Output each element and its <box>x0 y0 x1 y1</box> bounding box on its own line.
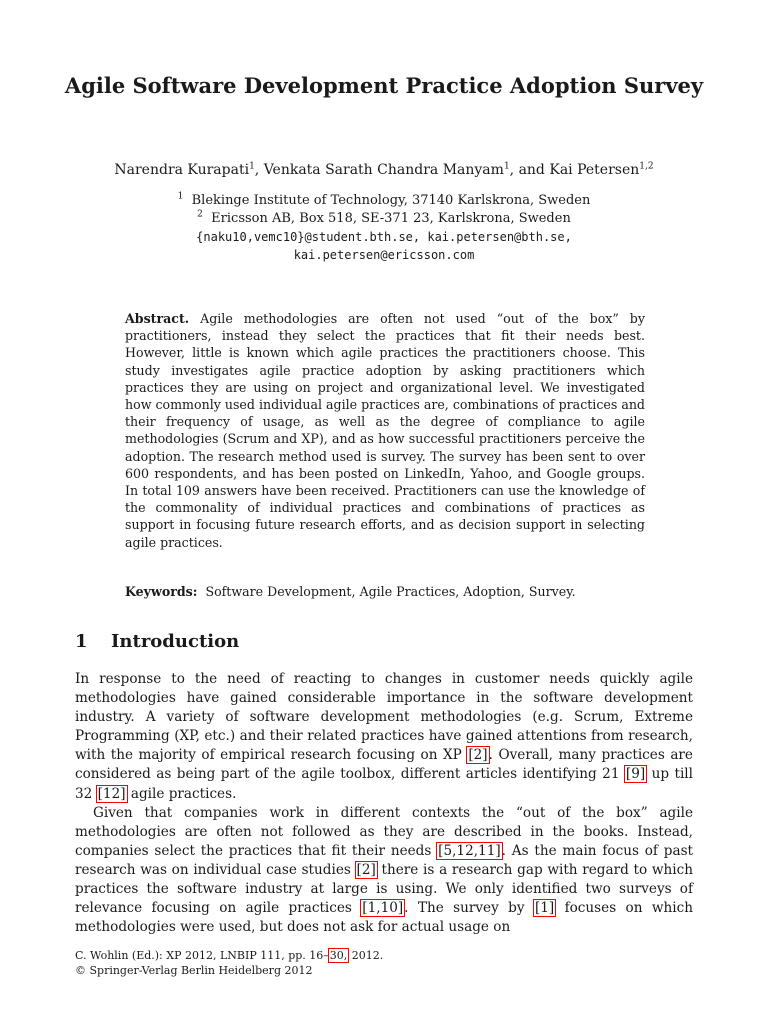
abstract <box>125 310 645 551</box>
affiliations <box>84 192 684 264</box>
author-list <box>40 160 728 180</box>
citation-link[interactable]: [5,12,11] <box>438 842 501 859</box>
paragraph-text: focuses on which methodologies were used, but does not ask for actual usage on <box>75 900 693 936</box>
paragraph <box>75 804 693 938</box>
citation-link[interactable]: [12] <box>97 785 126 802</box>
affiliation-line <box>84 210 684 228</box>
citation-link[interactable]: [1] <box>534 900 555 917</box>
keywords-text: Software Development, Agile Practices, Adoption, Survey. <box>205 584 576 599</box>
affiliation-text: Ericsson AB, Box 518, SE-371 23, Karlskrona, Sweden <box>211 211 571 226</box>
paragraph <box>75 670 693 804</box>
abstract-label: Abstract. <box>125 311 190 326</box>
citation-text: C. Wohlin (Ed.): XP 2012, LNBIP 111, pp. 16– <box>75 949 329 962</box>
paragraph-text: . Overall, many practices are considered as being part of the agile toolbox, different articles identifying 21 <box>75 747 693 783</box>
email-line: {naku10,vemc10}@student.bth.se, kai.petersen@bth.se, <box>196 230 572 244</box>
paragraph-text: . As the main focus of past research was on individual case studies <box>75 842 694 878</box>
email-line: kai.petersen@ericsson.com <box>293 248 475 262</box>
author-name: Narendra Kurapati <box>114 162 250 178</box>
paper-title: Agile Software Development Practice Adoption Survey <box>64 73 704 98</box>
affiliation-text: Blekinge Institute of Technology, 37140 Karlskrona, Sweden <box>191 193 591 208</box>
citation-link[interactable]: [2] <box>356 861 376 878</box>
section-number: 1 <box>75 631 88 652</box>
citation-text: 2012. <box>348 949 384 962</box>
section-title: Introduction <box>111 631 240 652</box>
author-name: Kai Petersen <box>549 162 640 178</box>
paragraph-text: Given that companies work in different contexts the “out of the box” agile methodologies are often not followed as they are described in the books. Instead, companies select the practices that fit their needs <box>75 804 693 859</box>
keywords-label: Keywords: <box>125 584 198 599</box>
page-range-link[interactable]: 30, <box>329 949 348 962</box>
paragraph-text: there is a research gap with regard to which practices the software industry at large is using. We only identified two surveys of relevance focusing on agile practices <box>75 861 693 917</box>
citation-link[interactable]: [2] <box>468 747 488 764</box>
citation-link[interactable]: [9] <box>625 766 646 783</box>
citation-footer <box>75 948 695 963</box>
author-name: Venkata Sarath Chandra Manyam <box>263 162 504 178</box>
author-affiliation-mark: 1 <box>503 161 510 172</box>
keywords <box>125 583 665 600</box>
citation-link[interactable]: [1,10] <box>362 900 404 917</box>
author-separator: , and <box>509 162 550 178</box>
footer <box>75 948 695 978</box>
affiliation-mark: 1 <box>177 191 184 202</box>
abstract-text: Agile methodologies are often not used “out of the box” by practitioners, instead they select the practices that fit their needs best. However, little is known which agile practices the practitioners choose. This study investigates agile practice adoption by asking practitioners which practices they are using on project and organizational level. We investigated how commonly used individual agile practices are, combinations of practices and their frequency of usage, as well as the degree of compliance to agile methodologies (Scrum and XP), and as how successful practitioners perceive the adoption. The research method used is survey. The survey has been sent to over 600 respondents, and has been posted on LinkedIn, Yahoo, and Google groups. In total 109 answers have been received. Practitioners can use the knowledge of the commonality of individual practices and combinations of practices as support in focusing future research efforts, and as decision support in selecting agile practices. <box>125 311 645 550</box>
copyright-line: © Springer-Verlag Berlin Heidelberg 2012 <box>75 964 313 977</box>
author-separator: , <box>254 162 264 178</box>
paragraph-text: In response to the need of reacting to changes in customer needs quickly agile methodologies have gained considerable importance in the software development industry. A variety of software development methodologies (e.g. Scrum, Extreme Programming (XP, etc.) and their related practices have gained attentions from research, with the majority of empirical research focusing on XP <box>75 671 693 764</box>
author-affiliation-mark: 1,2 <box>639 161 654 172</box>
section-heading <box>75 629 675 655</box>
paragraph-text: agile practices. <box>126 785 237 802</box>
paragraph-text: up till 32 <box>75 766 693 802</box>
paragraph-text: . The survey by <box>404 900 534 917</box>
affiliation-line <box>84 192 684 210</box>
author-affiliation-mark: 1 <box>249 161 255 172</box>
body-text <box>75 670 693 937</box>
affiliation-mark: 2 <box>197 209 203 220</box>
